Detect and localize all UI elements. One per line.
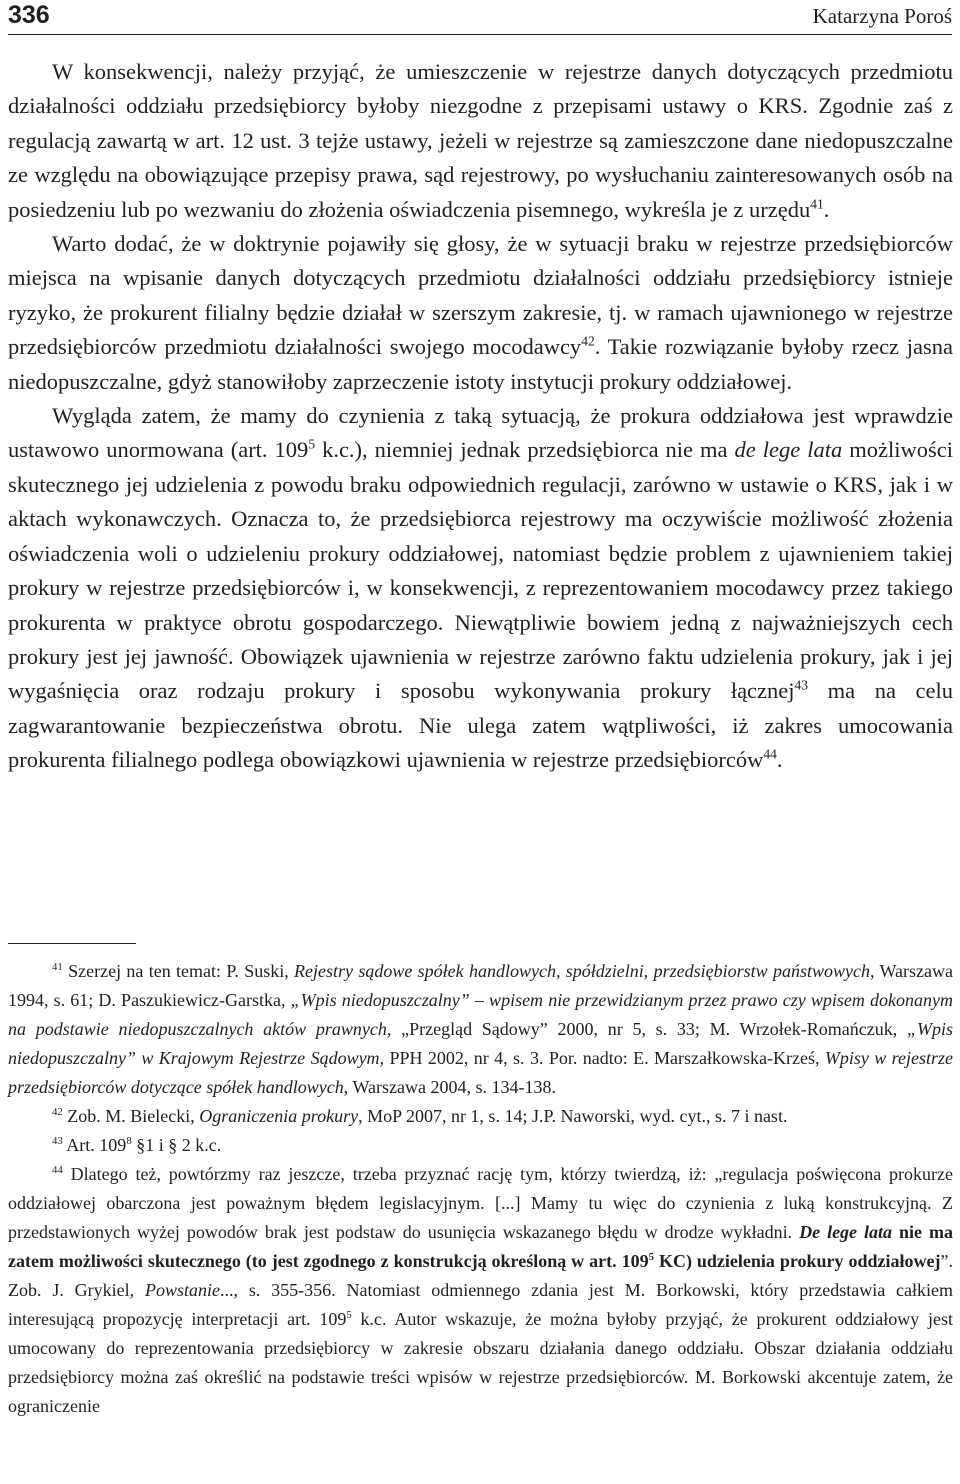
footnote-text: Art. 109 — [62, 1135, 127, 1155]
footnote-ref-44: 44 — [763, 746, 777, 762]
footnote-42 — [8, 1102, 953, 1131]
footnote-41 — [8, 957, 953, 1102]
cited-title: Wpisy w rejestrze przedsiębiorców dotyczące spółek handlowych — [8, 1048, 953, 1097]
paragraph-3 — [8, 399, 953, 777]
superscript: 5 — [346, 1309, 352, 1321]
footnote-text: §1 i § 2 k.c. — [131, 1135, 222, 1155]
footnote-text: Dlatego też, powtórzmy raz jeszcze, trzeba przyznać rację tym, którzy twierdzą, iż: „regulacja poświęcona prokurze oddziałowej obarczona jest poważnym błędem legislacyjnym. [...] Mamy tu więc do czynienia z luką konstrukcyjną. Z przedstawionych wyżej powodów brak jest podstaw do usunięcia wskazanego błędu w drodze wykładni. — [8, 1164, 953, 1242]
superscript: 5 — [308, 436, 316, 452]
paragraph-text: . — [823, 196, 830, 222]
footnote-number: 44 — [52, 1164, 63, 1176]
page-number: 336 — [8, 1, 50, 29]
paragraph-text: W konsekwencji, należy przyjąć, że umieszczenie w rejestrze danych dotyczących przedmiotu działalności oddziału przedsiębiorcy byłoby niezgodne z przepisami ustawy o KRS. Zgodnie zaś z regulacją zawartą w art. 12 ust. 3 tejże ustawy, jeżeli w rejestrze są zamieszczone dane niedopuszczalne ze względu na obowiązujące przepisy prawa, sąd rejestrowy, po wysłuchaniu zainteresowanych osób na posiedzeniu lub po wezwaniu do złożenia oświadczenia pisemnego, wykreśla je z urzędu — [8, 59, 953, 222]
footnotes — [8, 957, 953, 1421]
latin-phrase: de lege lata — [734, 437, 843, 463]
superscript: 8 — [126, 1135, 132, 1147]
footnote-43 — [8, 1131, 953, 1160]
footnote-text: Szerzej na ten temat: P. Suski, — [62, 961, 295, 981]
footnote-text: , PPH 2002, nr 4, s. 3. Por. nadto: E. Marszałkowska-Krześ, — [379, 1048, 825, 1068]
footnote-text: ”. Zob. J. Grykiel, — [8, 1251, 953, 1300]
running-head-author: Katarzyna Poroś — [812, 4, 952, 28]
footnote-44 — [8, 1160, 953, 1421]
footnote-text: k.c. Autor wskazuje, że można byłoby przyjąć, że prokurent oddziałowy jest umocowany do reprezentowania przedsiębiorcy w zakresie obszaru działania danego oddziału. Obszar działania oddziału przedsiębiorcy można zaś określić na podstawie treści wpisów w rejestrze przedsiębiorców. M. Borkowski akcentuje zatem, że ograniczenie — [8, 1309, 953, 1416]
footnote-ref-43: 43 — [794, 677, 809, 693]
footnote-ref-41: 41 — [810, 196, 824, 212]
bold-quote-text: KC) udzielenia prokury oddziałowej — [654, 1251, 941, 1271]
latin-phrase: De lege lata — [799, 1222, 893, 1242]
paragraph-text: Warto dodać, że w doktrynie pojawiły się głosy, że w sytuacji braku w rejestrze przedsiębiorców miejsca na wpisanie danych dotyczących przedmiotu działalności oddziału przedsiębiorcy istnieje ryzyko, że prokurent filialny będzie działał w szerszym zakresie, tj. w ramach ujawnionego w rejestrze przedsiębiorców przedmiotu działalności swojego mocodawcy — [8, 231, 953, 360]
superscript: 5 — [648, 1251, 654, 1263]
main-text — [8, 55, 953, 778]
bold-quote-text: nie ma zatem możliwości skutecznego (to jest zgodnego z konstrukcją określoną w art. 109 — [8, 1222, 953, 1271]
page-header — [8, 0, 952, 35]
footnote-text: , Warszawa 1994, s. 61; D. Paszukiewicz-Garstka, — [8, 961, 953, 1010]
paragraph-text: Wygląda zatem, że mamy do czynienia z taką sytuacją, że prokura oddziałowa jest wprawdzie ustawowo unormowana (art. 109 — [8, 403, 953, 463]
paragraph-1 — [8, 55, 953, 227]
footnote-text: Zob. M. Bielecki, — [62, 1106, 200, 1126]
cited-title: „Wpis niedopuszczalny” w Krajowym Rejestrze Sądowym — [8, 1019, 953, 1068]
paragraph-text: możliwości skutecznego jej udzielenia z powodu braku odpowiednich regulacji, zarówno w ustawie o KRS, jak i w aktach wykonawczych. Oznacza to, że przedsiębiorca rejestrowy ma oczywiście możliwość złożenia oświadczenia woli o udzieleniu prokury oddziałowej, natomiast będzie problem z ujawnieniem takiej prokury w rejestrze przedsiębiorców i, w konsekwencji, z reprezentowaniem mocodawcy przez takiego prokurenta w praktyce obrotu gospodarczego. Niewątpliwie bowiem jedną z najważniejszych cech prokury jest jej jawność. Obowiązek ujawnienia w rejestrze zarówno faktu udzielenia prokury, jak i jej wygaśnięcia oraz rodzaju prokury i sposobu wykonywania prokury łącznej — [8, 437, 953, 704]
footnote-number: 42 — [52, 1106, 63, 1118]
cited-title: Powstanie — [144, 1280, 220, 1300]
footnote-text: , Warszawa 2004, s. 134-138. — [343, 1077, 556, 1097]
footnote-text: ..., s. 355-356. Natomiast odmiennego zdania jest M. Borkowski, który przedstawia całkiem interesującą propozycję interpretacji art. 109 — [8, 1280, 953, 1329]
footnote-ref-42: 42 — [581, 333, 595, 349]
cited-title: „Wpis niedopuszczalny” – wpisem nie przewidzianym przez prawo czy wpisem dokonanym na podstawie niedopuszczalnych aktów prawnych — [8, 990, 953, 1039]
footnote-number: 41 — [52, 961, 63, 973]
footnote-text: , MoP 2007, nr 1, s. 14; J.P. Naworski, wyd. cyt., s. 7 i nast. — [358, 1106, 788, 1126]
footnote-divider — [8, 943, 136, 944]
paragraph-text: ma na celu zagwarantowanie bezpieczeństwa obrotu. Nie ulega zatem wątpliwości, iż zakres umocowania prokurenta filialnego podlega obowiązkowi ujawnienia w rejestrze przedsiębiorców — [8, 678, 954, 773]
paragraph-2 — [8, 227, 953, 399]
cited-title: Ograniczenia prokury — [199, 1106, 359, 1126]
paragraph-text: k.c.), niemniej jednak przedsiębiorca nie ma — [315, 437, 735, 463]
cited-title: Rejestry sądowe spółek handlowych, spółdzielni, przedsiębiorstw państwowych — [294, 961, 870, 981]
footnote-text: , „Przegląd Sądowy” 2000, nr 5, s. 33; M. Wrzołek-Romańczuk, — [386, 1019, 907, 1039]
paragraph-text: . — [776, 747, 783, 773]
footnote-number: 43 — [52, 1135, 63, 1147]
paragraph-text: . Takie rozwiązanie byłoby rzecz jasna niedopuszczalne, gdyż stanowiłoby zaprzeczenie istoty instytucji prokury oddziałowej. — [8, 334, 953, 394]
